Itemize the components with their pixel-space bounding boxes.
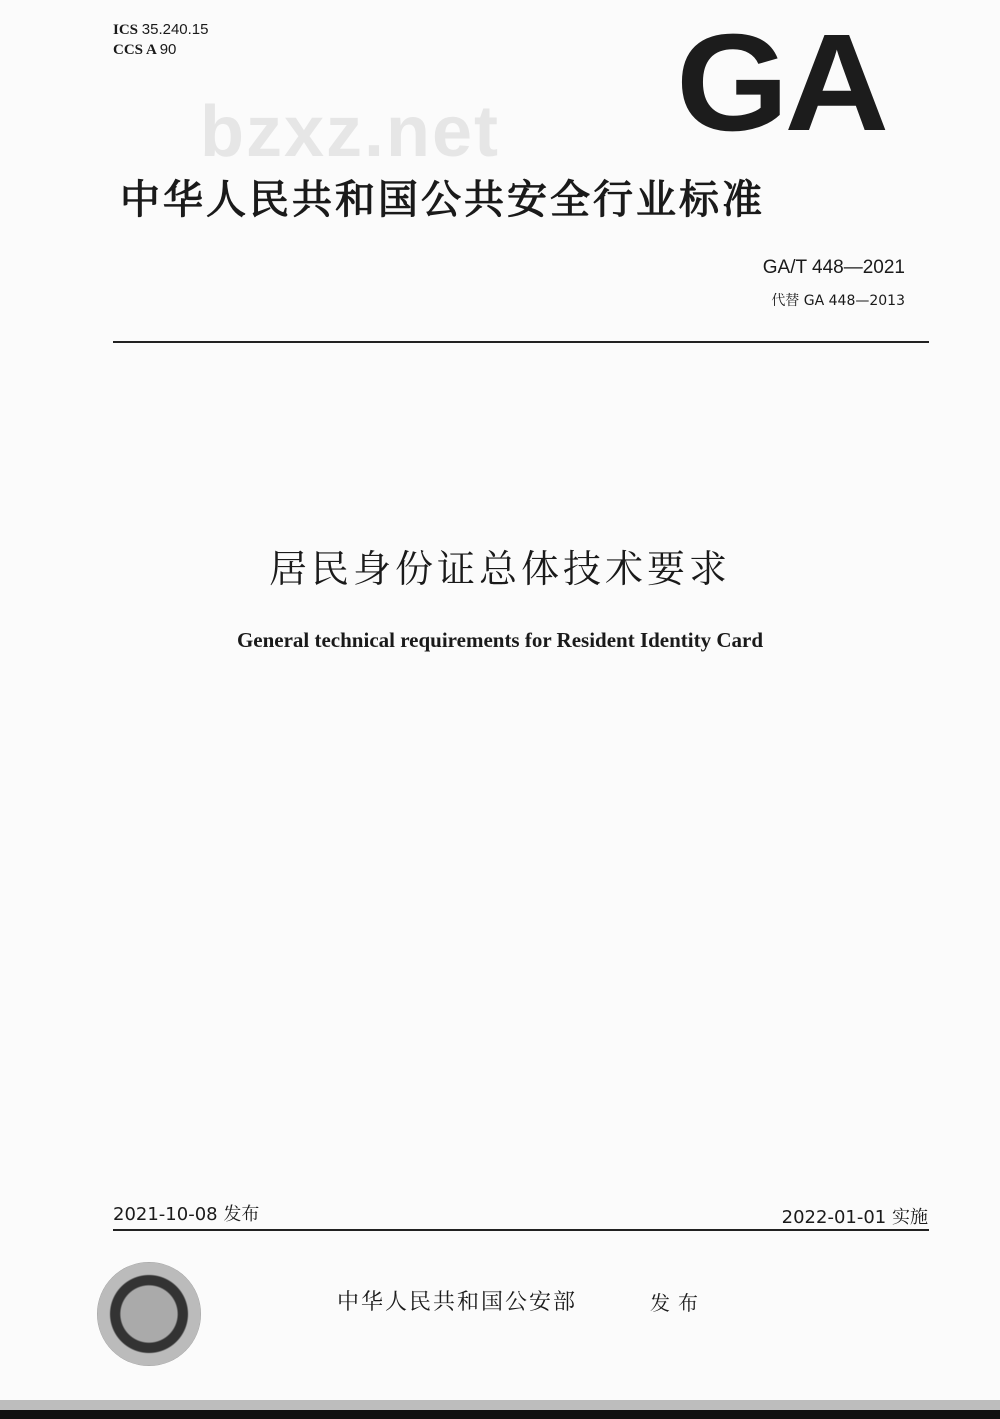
standard-number: GA/T 448—2021 bbox=[762, 257, 905, 278]
title-english: General technical requirements for Resident Identity Card bbox=[236, 628, 764, 652]
ga-logo: GA bbox=[676, 6, 885, 160]
bottom-divider bbox=[113, 1229, 929, 1231]
anti-counterfeit-seal-icon bbox=[97, 1262, 201, 1366]
ccs-label: CCS bbox=[113, 42, 144, 58]
top-divider bbox=[113, 341, 929, 343]
replaces-note: 代替 GA 448—2013 bbox=[771, 293, 905, 309]
effective-date: 2022-01-01 实施 bbox=[781, 1207, 928, 1228]
ics-label: ICS bbox=[113, 22, 139, 38]
publish-label: 发布 bbox=[650, 1291, 706, 1315]
ccs-code: 90 bbox=[159, 41, 177, 58]
watermark: bzxz.net bbox=[200, 92, 501, 172]
issue-date: 2021-10-08 发布 bbox=[113, 1204, 260, 1225]
classification-codes bbox=[113, 20, 209, 60]
title-chinese: 居民身份证总体技术要求 bbox=[268, 547, 731, 591]
standard-header: 中华人民共和国公共安全行业标准 bbox=[120, 177, 765, 223]
ics-code: 35.240.15 bbox=[141, 21, 209, 38]
page-bottom-band bbox=[0, 1400, 1000, 1410]
ccs-letter: A bbox=[145, 42, 156, 58]
publisher: 中华人民共和国公安部 bbox=[337, 1290, 578, 1315]
page-bottom-bar bbox=[0, 1410, 1000, 1419]
